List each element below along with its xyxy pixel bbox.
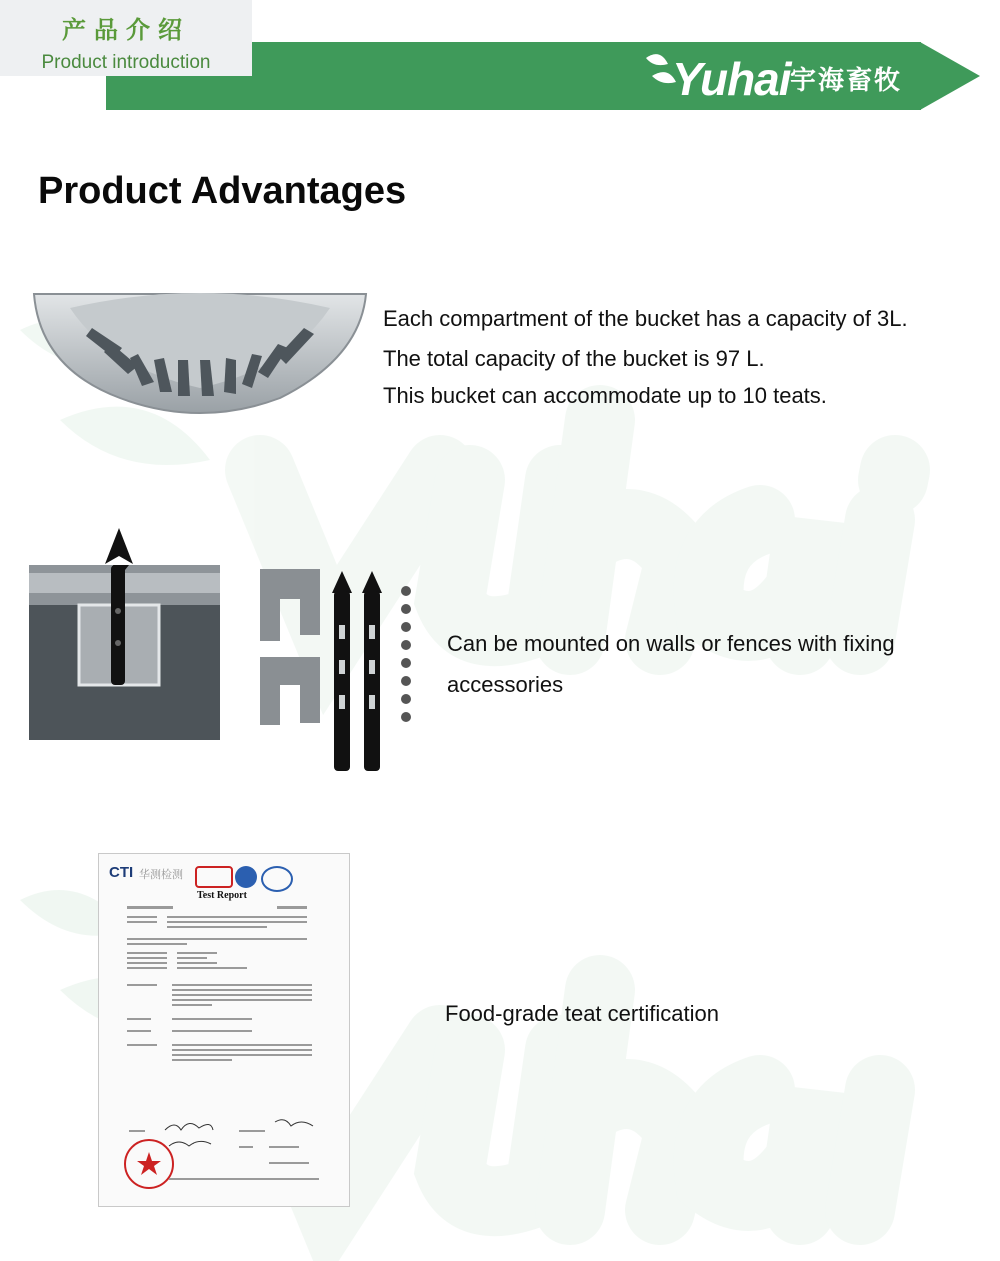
certificate-brand-zh: 华测检测 [139,869,183,881]
bucket-image [30,288,370,428]
certificate-brand: CTI [109,864,134,881]
accessories-image [250,565,420,775]
section-tab [0,0,252,76]
certificate-signatures [119,1116,329,1196]
certificate-body-text [127,906,327,1146]
certificate-title: Test Report [197,890,247,901]
mounting-text-line2: accessories [447,672,564,697]
bucket-teats-line: This bucket can accommodate up to 10 teats. [383,383,827,408]
section-tab-title-en: Product introduction [41,52,211,73]
mounting-strap-tip-icon [105,528,137,568]
section-tab-title-zh: 产品介绍 [62,15,190,44]
certificate-cnas-mark [261,866,293,892]
page-title: Product Advantages [38,170,407,212]
brand-logo-text: Yuhai [672,53,791,105]
certificate-cma-mark [195,866,233,888]
certificate-ilac-mark [235,866,257,888]
bucket-total-line: The total capacity of the bucket is 97 L. [383,346,765,371]
certificate-caption: Food-grade teat certification [445,1001,719,1026]
mounting-text-line1: Can be mounted on walls or fences with fixing [447,631,895,656]
brand-logo-zh: 宇海畜牧 [790,66,903,96]
certificate-document [98,853,350,1207]
mounting-photo [29,565,220,740]
header-banner-arrow [920,42,980,110]
bucket-capacity-line: Each compartment of the bucket has a capacity of 3L. [383,306,908,331]
